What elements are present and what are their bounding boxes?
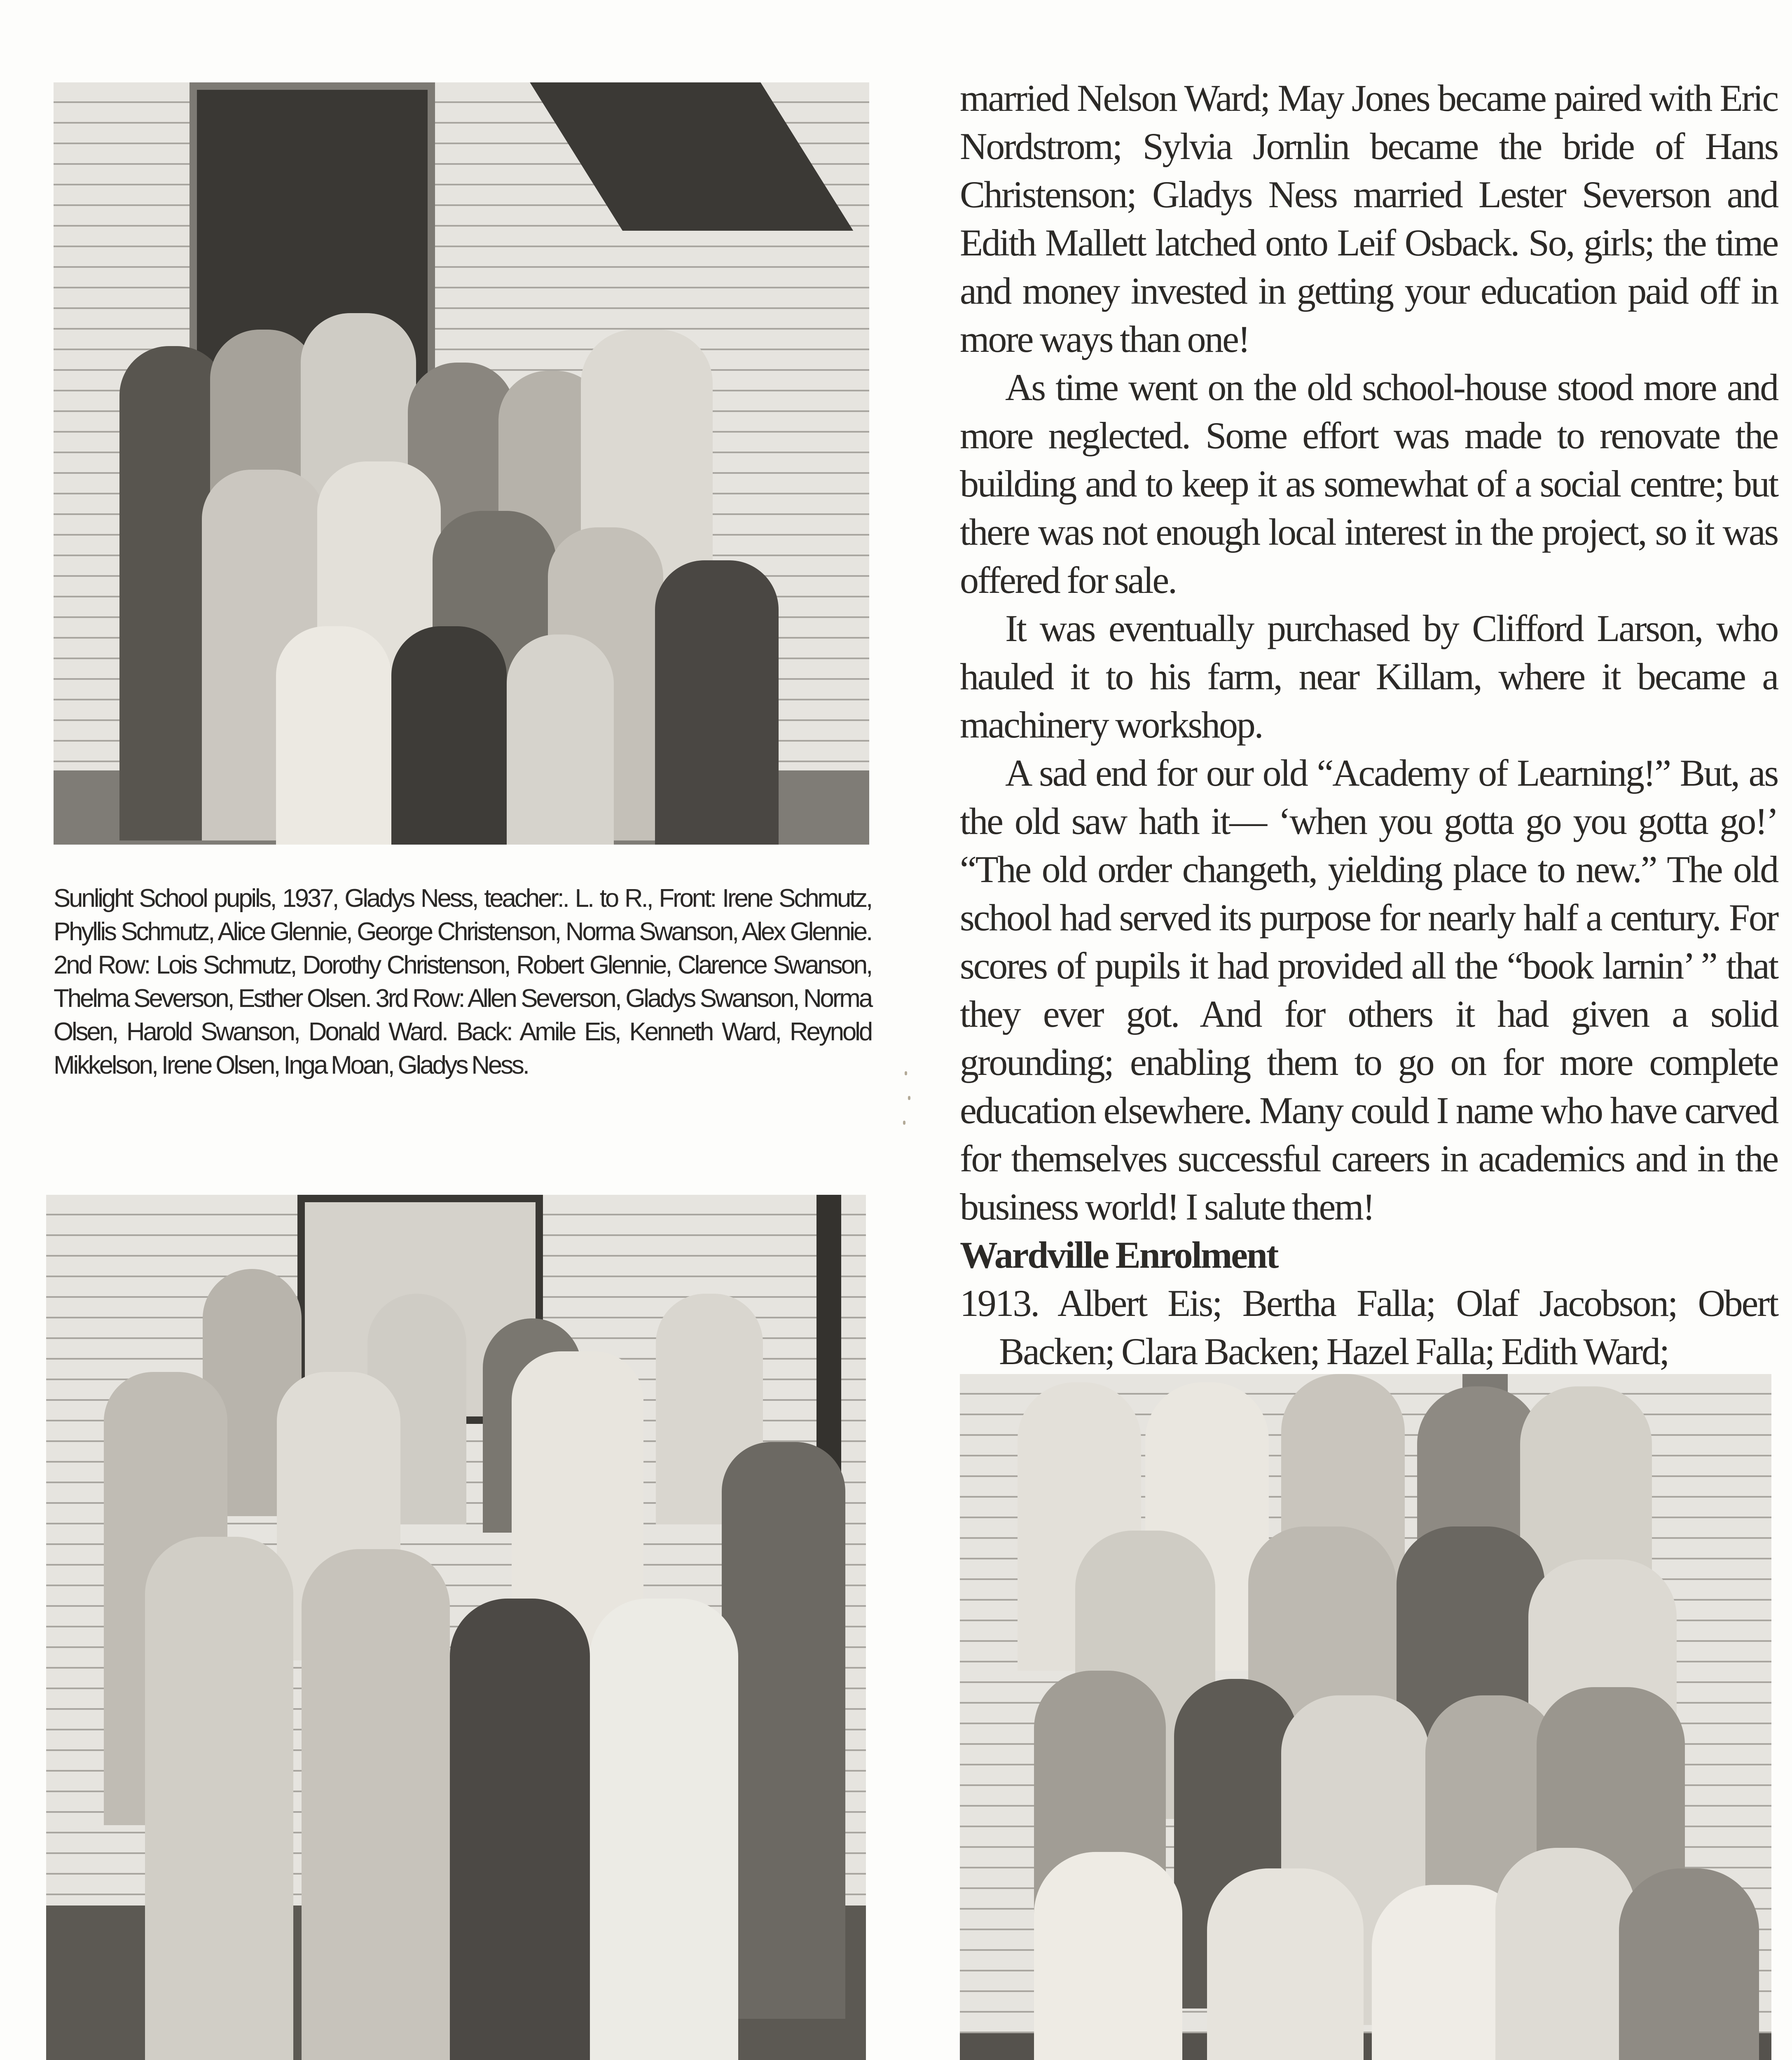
photo-1952-53: [960, 1374, 1771, 2060]
pupils-group: [103, 313, 783, 845]
article-paragraph: As time went on the old school-house stood more and more neglected. Some effort was made to renovate the building and to keep it as somewhat of a social centre; but there was not enough local interest in the project, so it was offered for sale.: [960, 366, 1778, 601]
article-paragraph: It was eventually purchased by Clifford Larson, who hauled it to his farm, near Killam, where it became a machinery workshop.: [960, 607, 1778, 746]
photo-caption-1937: Sunlight School pupils, 1937, Gladys Ness, teacher:. L. to R., Front: Irene Schmutz, Phyllis Schmutz, Alice Glennie, George Christenson, Norma Swanson, Alex Glennie. 2nd Row: Lois Schmutz, Dorothy Christenson, Robert Glennie, Clarence Swanson, Thelma Severson, Esther Olsen. 3rd Row: Allen Severson, Gladys Swanson, Norma Olsen, Harold Swanson, Donald Ward. Back: Amile Eis, Kenneth Ward, Reynold Mikkelson, Irene Olsen, Inga Moan, Gladys Ness.: [54, 884, 871, 1079]
photo-1940-41: [46, 1195, 866, 2060]
pupils-group: [46, 1269, 866, 2060]
paper-specks: [902, 1071, 915, 1137]
article-body: [960, 74, 1778, 1376]
article-paragraph: A sad end for our old “Academy of Learning!” But, as the old saw hath it— ‘when you gotta go you gotta go!’ “The old order changeth, yielding place to new.” The old school had served its purpose for nearly half a century. For scores of pupils it had provided all the “book larnin’ ” that they ever got. And for others it had given a solid grounding; enabling them to go on for more complete education elsewhere. Many could I name who have carved for themselves successful careers in academics and in the business world! I salute them!: [960, 752, 1778, 1228]
article-paragraph: married Nelson Ward; May Jones became paired with Eric Nordstrom; Sylvia Jornlin became the bride of Hans Christenson; Gladys Ness married Lester Severson and Edith Mallett latched onto Leif Osback. So, girls; the time and money invested in getting your education paid off in more ways than one!: [960, 77, 1778, 360]
section-heading: Wardville Enrolment: [960, 1234, 1278, 1276]
enrolment-entry: 1913. Albert Eis; Bertha Falla; Olaf Jacobson; Obert Backen; Clara Backen; Hazel Falla; Edith Ward;: [960, 1282, 1778, 1372]
pupils-group: [960, 1374, 1771, 2060]
photo-1937: [54, 82, 869, 845]
